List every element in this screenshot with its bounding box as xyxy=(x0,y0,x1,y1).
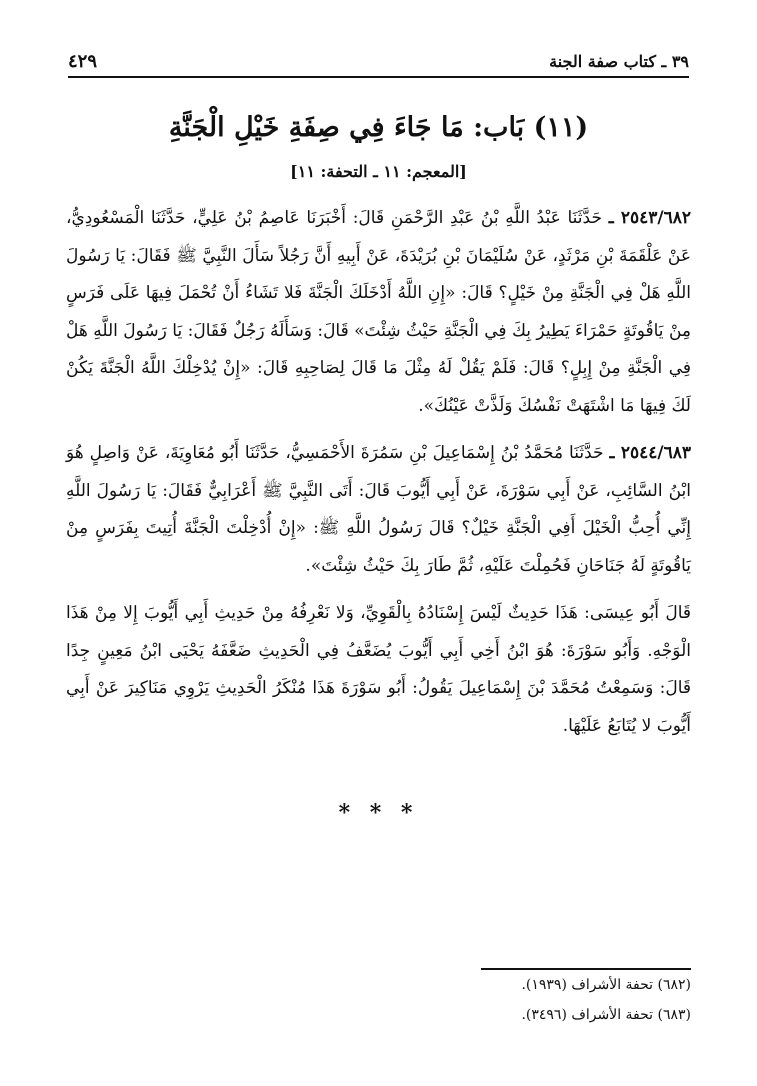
footnote-682: (٦٨٢) تحفة الأشراف (١٩٣٩). xyxy=(521,977,691,993)
footnotes xyxy=(300,970,691,1030)
commentary-paragraph: قَالَ أَبُو عِيسَى: هَذَا حَدِيثٌ لَيْسَ إِسْنَادُهُ بِالْقَوِيِّ، وَلا نَعْرِفُهُ مِنْ حَدِيثِ أَبِي أَيُّوبَ إِلا مِنْ هَذَا الْوَجْهِ. وَأَبُو سَوْرَةَ: هُوَ ابْنُ أَخِي أَبِي أَيُّوبَ يُضَعَّفُ فِي الْحَدِيثِ ضَعَّفَهُ يَحْيَى ابْنُ مَعِينٍ جِدًا قَالَ: وَسَمِعْتُ مُحَمَّدَ بْنَ إِسْمَاعِيلَ يَقُولُ: أَبُو سَوْرَةَ هَذَا مُنْكَرُ الْحَدِيثِ يَرْوِي مَنَاكِيرَ عَنْ أَبِي أَيُّوبَ لا يُتَابَعُ عَلَيْهَا. xyxy=(66,603,691,736)
hadith-number: ٢٥٤٣/٦٨٢ ـ xyxy=(608,208,691,228)
chapter-title: ٣٩ ـ كتاب صفة الجنة xyxy=(549,51,689,71)
hadith-682 xyxy=(66,200,691,425)
running-header xyxy=(68,46,689,78)
main-text xyxy=(66,200,691,745)
section-title: (١١) بَاب: مَا جَاءَ فِي صِفَةِ خَيْلِ الْجَنَّةِ xyxy=(168,112,589,143)
hadith-number: ٢٥٤٤/٦٨٣ ـ xyxy=(609,443,691,463)
page-number: ٤٢٩ xyxy=(68,50,98,72)
section-separator: * * * xyxy=(338,800,419,826)
hadith-text: حَدَّثَنَا عَبْدُ اللَّهِ بْنُ عَبْدِ الرَّحْمَنِ قَالَ: أَخْبَرَنَا عَاصِمُ بْنُ عَلِيٍّ، حَدَّثَنَا الْمَسْعُودِيُّ، عَنْ عَلْقَمَةَ بْنِ مَرْثَدٍ، عَنْ سُلَيْمَانَ بْنِ بُرَيْدَةَ، عَنْ أَبِيهِ أَنَّ رَجُلاً سَأَلَ النَّبِيَّ ﷺ فَقَالَ: يَا رَسُولَ اللَّهِ هَلْ فِي الْجَنَّةِ مِنْ خَيْلٍ؟ قَالَ: «إِنِ اللَّهُ أَدْخَلَكَ الْجَنَّةَ فَلا تَشَاءُ أَنْ تُحْمَلَ فِيهَا عَلَى فَرَسٍ مِنْ يَاقُوتَةٍ حَمْرَاءَ يَطِيرُ بِكَ فِي الْجَنَّةِ حَيْثُ شِئْتَ» قَالَ: وَسَأَلَهُ رَجُلٌ فَقَالَ: يَا رَسُولَ اللَّهِ هَلْ فِي الْجَنَّةِ مِنْ إِبِلٍ؟ قَالَ: فَلَمْ يَقُلْ لَهُ مِثْلَ مَا قَالَ لِصَاحِبِهِ قَالَ: «إِنْ يُدْخِلْكَ اللَّهُ الْجَنَّةَ يَكُنْ لَكَ فِيهَا مَا اشْتَهَتْ نَفْسُكَ وَلَذَّتْ عَيْنُكَ». xyxy=(66,208,691,416)
hadith-683 xyxy=(66,435,691,585)
hadith-text: حَدَّثَنَا مُحَمَّدُ بْنُ إِسْمَاعِيلَ بْنِ سَمُرَةَ الأَحْمَسِيُّ، حَدَّثَنَا أَبُو مُعَاوِيَةَ، عَنْ وَاصِلٍ هُوَ ابْنُ السَّائِبِ، عَنْ أَبِي سَوْرَةَ، عَنْ أَبِي أَيُّوبَ قَالَ: أَتَى النَّبِيَّ ﷺ أَعْرَابِيٌّ فَقَالَ: يَا رَسُولَ اللَّهِ إِنِّي أُحِبُّ الْخَيْلَ أَفِي الْجَنَّةِ خَيْلٌ؟ قَالَ رَسُولُ اللَّهِ ﷺ: «إِنْ أُدْخِلْتَ الْجَنَّةَ أُتِيتَ بِفَرَسٍ مِنْ يَاقُوتَةٍ لَهُ جَنَاحَانِ فَحُمِلْتَ عَلَيْهِ، ثُمَّ طَارَ بِكَ حَيْثُ شِئْتَ». xyxy=(66,443,691,576)
section-reference: [المعجم: ١١ ـ التحفة: ١١] xyxy=(290,162,467,181)
footnote-683: (٦٨٣) تحفة الأشراف (٣٤٩٦). xyxy=(521,1007,691,1023)
